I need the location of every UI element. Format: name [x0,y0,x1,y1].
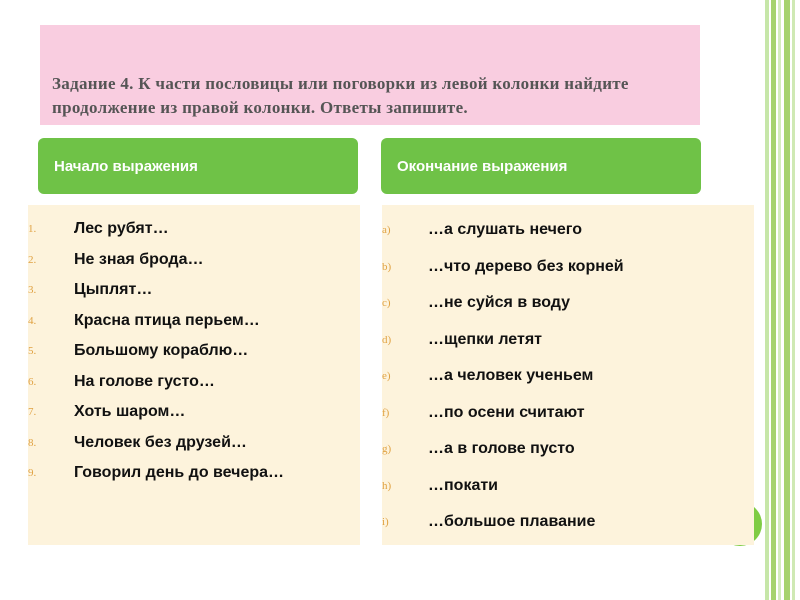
list-item-text: На голове густо… [74,372,215,390]
list-item [382,504,624,541]
decor-stripe [792,0,795,600]
decor-stripe [771,0,776,600]
decor-stripe [765,0,769,600]
list-item [28,214,284,245]
decor-stripe [778,0,781,600]
list-item-text: …а человек ученьем [428,367,594,385]
header-end-of-phrase [381,138,701,194]
list-item-text: Человек без друзей… [74,433,247,451]
list-marker: i) [382,516,389,529]
list-item-text: …щепки летят [428,330,542,348]
list-marker: g) [382,443,392,456]
list-item [28,336,284,367]
list-item-text: …покати [428,476,499,494]
list-marker: f) [382,406,390,419]
header-start-of-phrase [38,138,358,194]
list-item [28,397,284,428]
list-marker: 1. [28,223,37,236]
list-item [382,322,624,359]
list-marker: 6. [28,375,37,388]
list-item [28,367,284,398]
list-item-text: …не суйся в воду [428,294,571,312]
list-item-text: Говорил день до вечера… [74,464,285,482]
list-item [28,428,284,459]
list-marker: e) [382,370,391,383]
task-title: Задание 4. К части пословицы или поговорки из левой колонки найдите продолжение из правой колонки. Ответы запишите. [52,74,629,117]
list-item [28,306,284,337]
list-item [382,468,624,505]
list-marker: h) [382,479,392,492]
list-item-text: Цыплят… [74,281,153,299]
list-item [28,245,284,276]
list-marker: 7. [28,406,37,419]
header-right-label: Окончание выражения [397,157,568,175]
list-item [382,212,624,249]
list-item-text: …а в голове пусто [428,440,575,458]
list-item-text: Не зная брода… [74,250,204,268]
header-left-label: Начало выражения [54,157,198,175]
list-item [382,395,624,432]
list-marker: b) [382,260,392,273]
list-marker: d) [382,333,392,346]
list-item-text: Красна птица перьем… [74,311,260,329]
list-marker: 3. [28,284,37,297]
list-item [382,431,624,468]
list-item [382,285,624,322]
list-item [382,358,624,395]
list-item-text: …а слушать нечего [428,221,583,239]
list-marker: c) [382,297,391,310]
list-item [28,458,284,489]
list-marker: a) [382,224,391,237]
list-item [382,249,624,286]
list-item-text: Лес рубят… [74,220,169,238]
list-marker: 2. [28,253,37,266]
list-item-text: Хоть шаром… [74,403,186,421]
list-marker: 4. [28,314,37,327]
right-list [382,212,624,541]
list-marker: 5. [28,345,37,358]
list-item [28,275,284,306]
decor-stripe [784,0,790,600]
list-marker: 9. [28,467,37,480]
left-list [28,214,284,489]
list-item-text: Большому кораблю… [74,342,249,360]
list-item-text: …большое плавание [428,513,596,531]
list-item-text: …по осени считают [428,403,585,421]
list-marker: 8. [28,436,37,449]
list-item-text: …что дерево без корней [428,257,624,275]
